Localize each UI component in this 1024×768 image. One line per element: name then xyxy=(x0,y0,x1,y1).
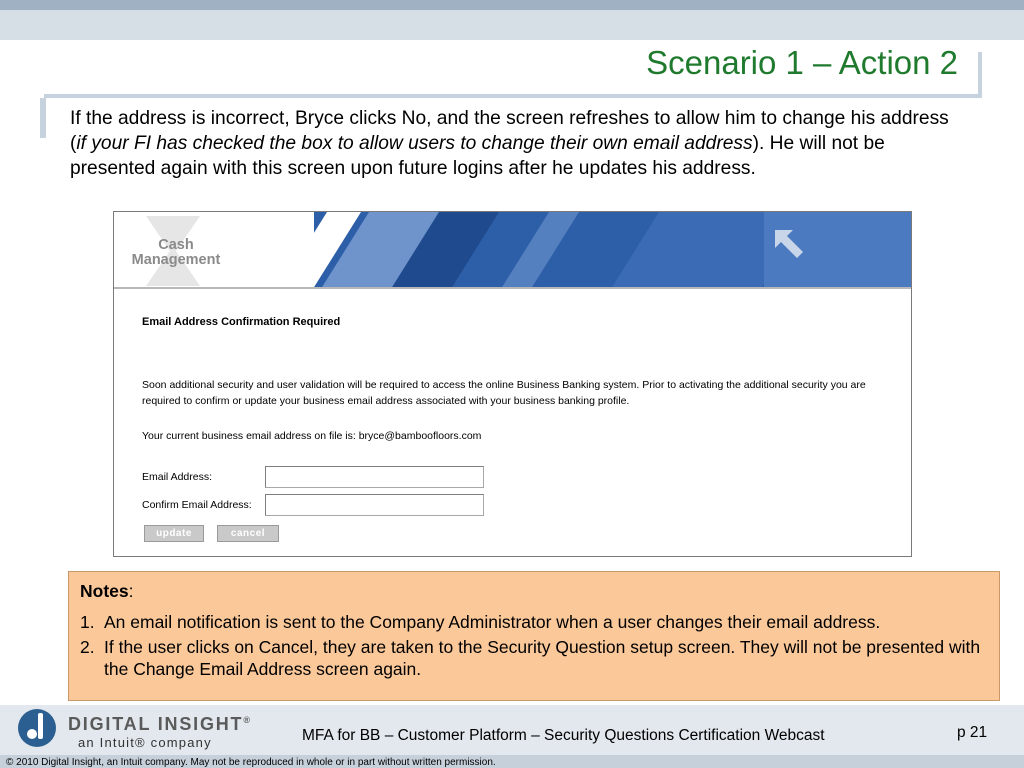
brand-name xyxy=(68,714,250,735)
notes-box xyxy=(68,571,1000,701)
email-address-label: Email Address: xyxy=(142,471,213,483)
notes-list xyxy=(80,611,989,680)
logo-line-1: Cash xyxy=(158,237,194,253)
intro-paragraph xyxy=(70,106,960,181)
title-divider-vertical xyxy=(978,52,982,98)
notes-title: Notes xyxy=(80,581,129,601)
top-accent-bar xyxy=(0,0,1024,10)
cancel-button[interactable]: cancel xyxy=(217,525,279,542)
brand-name-text: DIGITAL INSIGHT xyxy=(68,714,244,734)
intro-text-start: If the address is incorrect, Bryce clicks No, and the screen refreshes to allow him to change his address ( xyxy=(70,108,949,154)
app-banner xyxy=(114,212,911,287)
notes-item xyxy=(80,636,989,680)
intro-text-italic: if your FI has checked the box to allow users to change their own email address xyxy=(76,133,753,154)
digital-insight-logo-icon xyxy=(18,709,56,747)
footer-title: MFA for BB – Customer Platform – Security Questions Certification Webcast xyxy=(302,727,825,744)
confirmation-heading: Email Address Confirmation Required xyxy=(142,316,341,328)
copyright-notice: © 2010 Digital Insight, an Intuit company. May not be reproduced in whole or in part without written permission. xyxy=(6,757,496,768)
confirm-email-label: Confirm Email Address: xyxy=(142,499,252,511)
page-number: p 21 xyxy=(957,724,988,741)
arrow-up-left-icon xyxy=(769,224,813,264)
notes-item-number: 1. xyxy=(80,612,95,632)
brand-tagline: an Intuit® company xyxy=(78,735,212,750)
current-email-text: Your current business email address on file is: bryce@bamboofloors.com xyxy=(142,430,482,442)
title-divider-horizontal xyxy=(44,94,982,98)
notes-header xyxy=(80,580,989,602)
email-address-input[interactable] xyxy=(265,466,484,488)
email-confirmation-screenshot xyxy=(113,211,912,557)
header-band xyxy=(0,10,1024,40)
confirm-email-input[interactable] xyxy=(265,494,484,516)
update-button[interactable]: update xyxy=(144,525,204,542)
notes-item-text: An email notification is sent to the Company Administrator when a user changes their email address. xyxy=(104,612,881,632)
notes-item-text: If the user clicks on Cancel, they are taken to the Security Question setup screen. They will not be presented with the Change Email Address screen again. xyxy=(104,637,981,679)
content-left-rule xyxy=(40,98,46,138)
security-info-paragraph: Soon additional security and user validation will be required to access the online Business Banking system. Prior to activating the additional security you are required to confirm or update your business email address associated with your business banking profile. xyxy=(142,379,866,407)
logo-line-2: Management xyxy=(131,252,221,268)
app-logo-text xyxy=(116,238,236,268)
intro-text-end: ). He will not be presented again with this screen upon future logins after he updates his address. xyxy=(70,133,885,179)
notes-colon: : xyxy=(128,581,134,601)
notes-item-number: 2. xyxy=(80,637,95,657)
notes-item xyxy=(80,611,989,633)
brand-registered-mark: ® xyxy=(243,715,250,725)
slide-title: Scenario 1 – Action 2 xyxy=(646,44,958,81)
banner-underline xyxy=(114,287,911,289)
